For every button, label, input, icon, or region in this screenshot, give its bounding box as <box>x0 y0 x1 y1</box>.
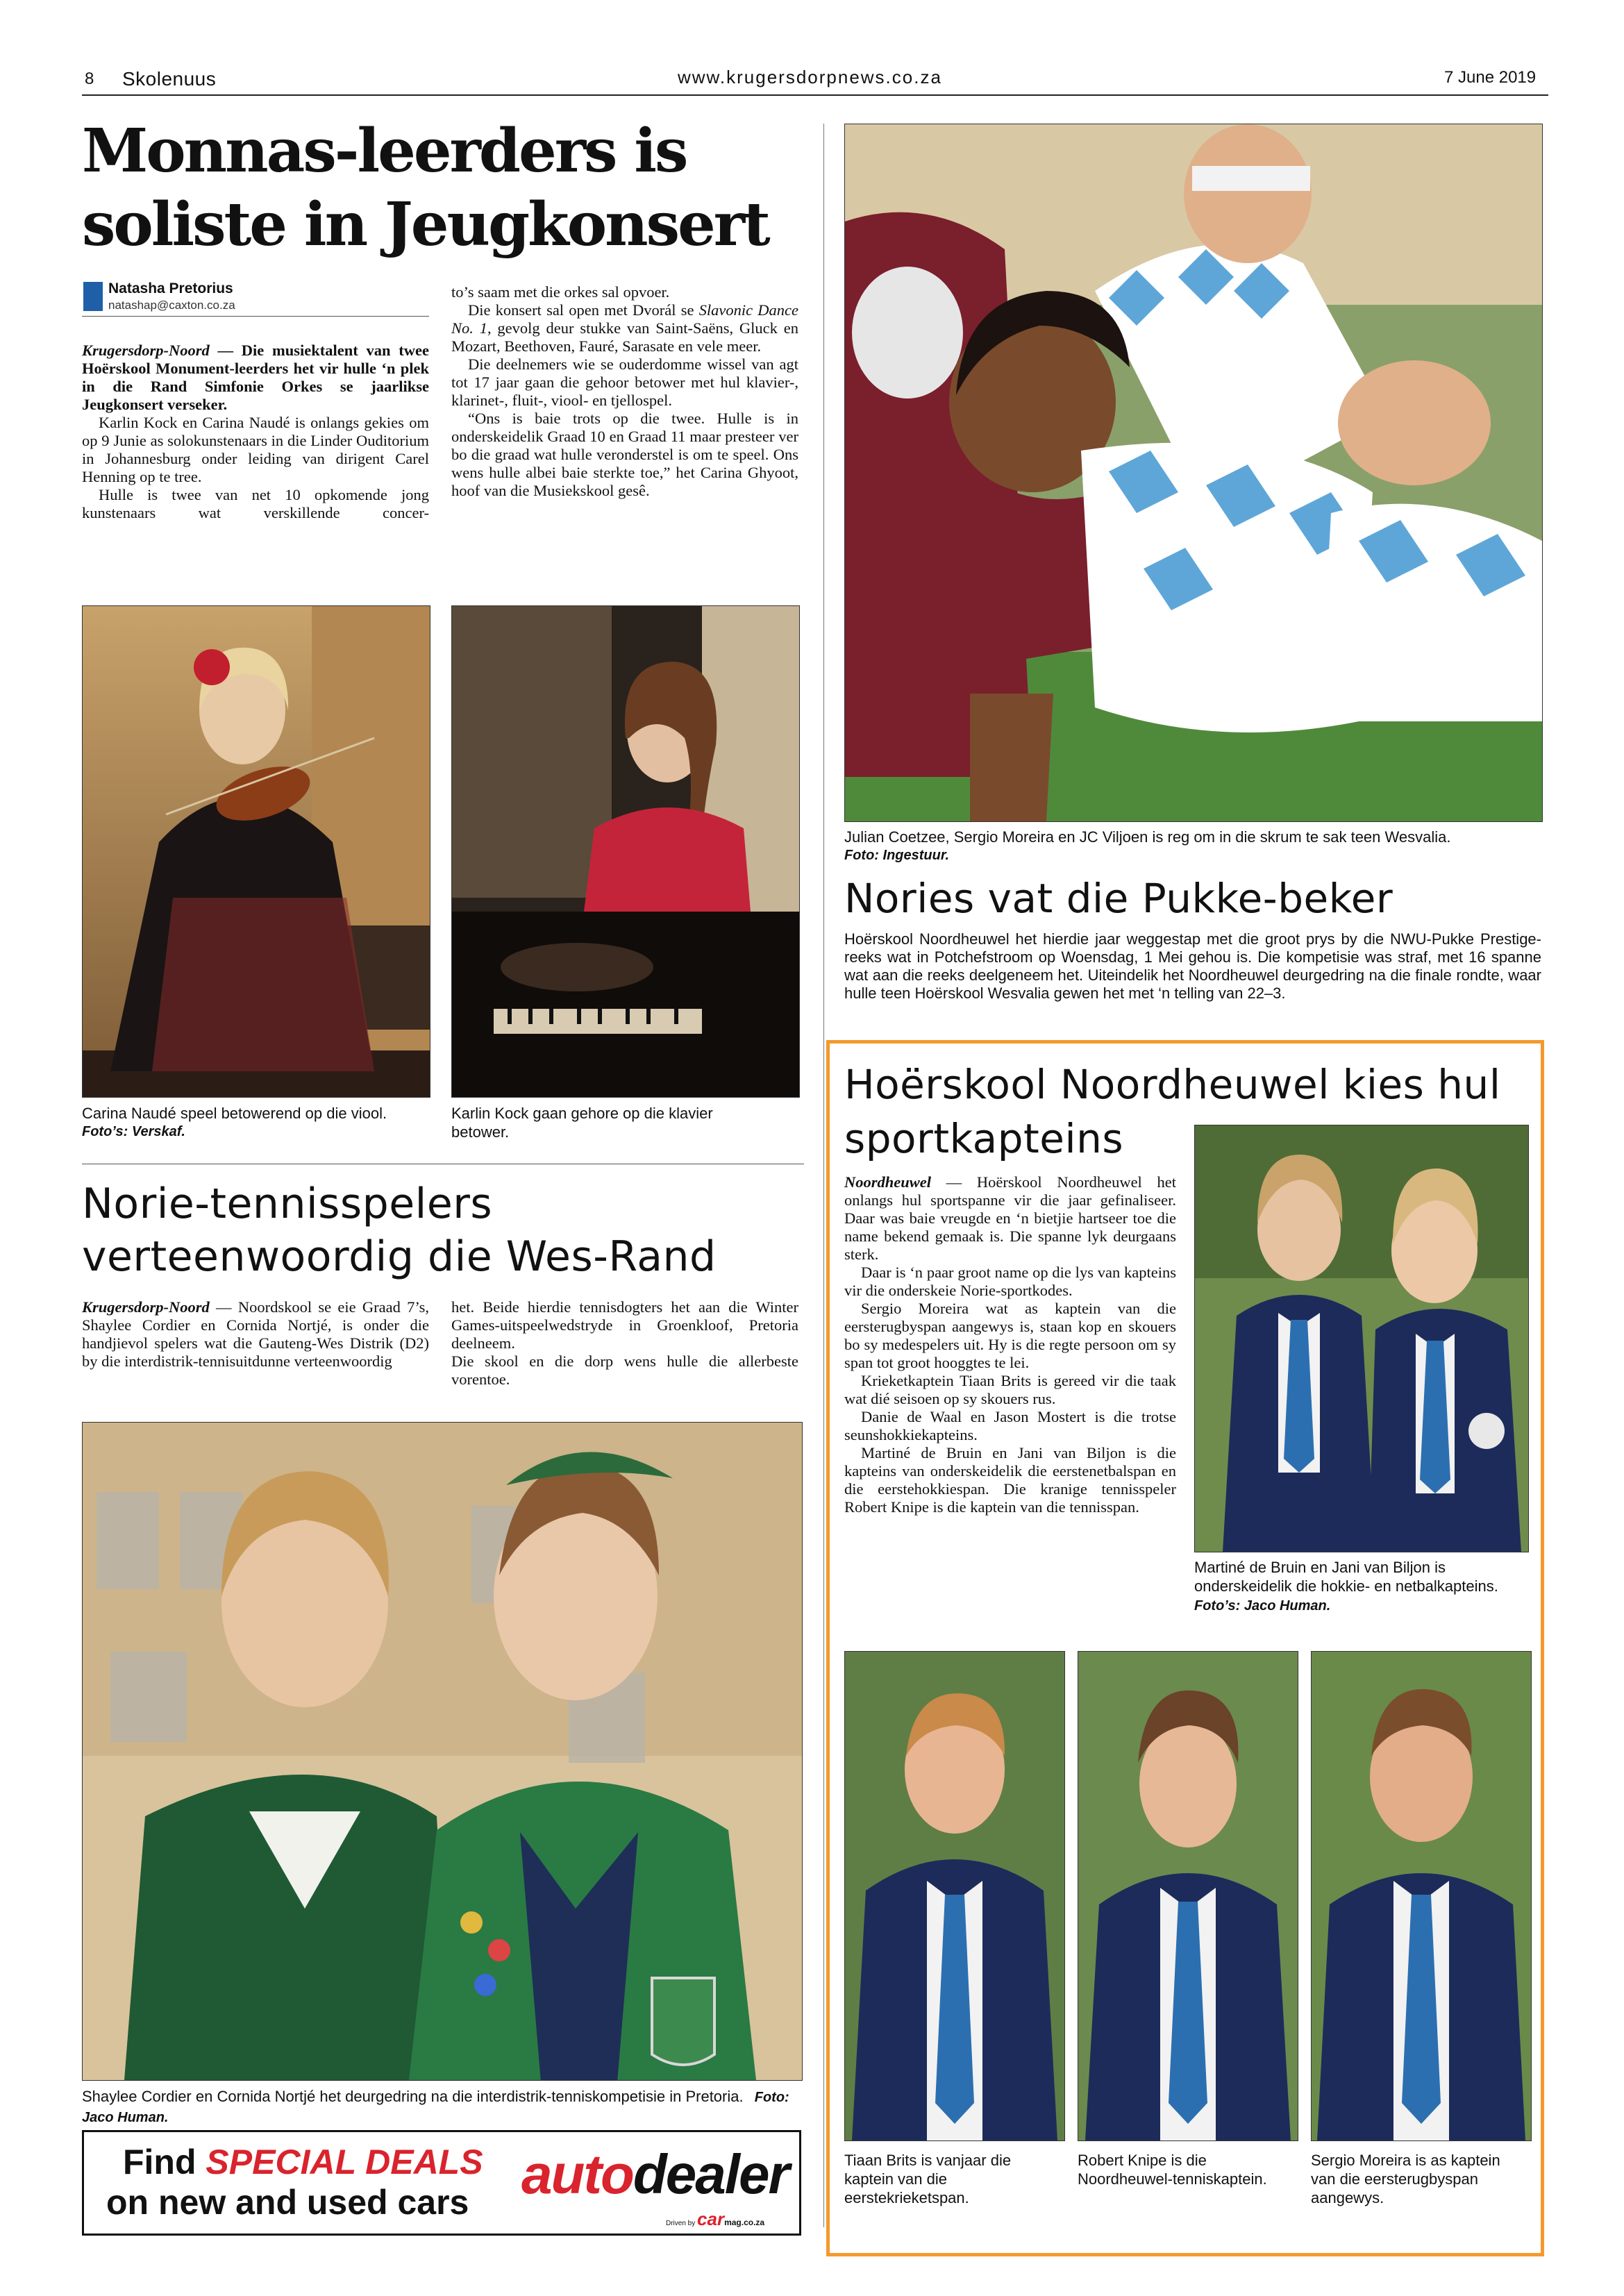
music-paragraph: Karlin Kock en Carina Naudé is onlangs gekies om op 9 Junie as solokunstenaars in die Linder Ouditorium in Johannesburg onder leiding van dirigent Carel Henning op te tree. <box>82 414 429 485</box>
site-url[interactable]: www.krugersdorpnews.co.za <box>678 67 942 87</box>
tennis-text-col2b: Die skool en die dorp wens hulle die allerbeste vorentoe. <box>451 1352 798 1388</box>
violin-caption: Carina Naudé speel betowerend op die viool. Foto’s: Verskaf. <box>82 1104 436 1141</box>
advert-subline: on new and used cars <box>106 2183 469 2222</box>
music-column-2 <box>451 283 798 500</box>
advert-headline: Find SPECIAL DEALS <box>123 2143 483 2181</box>
photo-tennis-girls <box>82 1422 803 2081</box>
issue-date: 7 June 2019 <box>1444 68 1537 87</box>
girls-photo-credit: Foto’s: Jaco Human. <box>1194 1598 1331 1614</box>
tennis-headline-line2: verteenwoordig die Wes-Rand <box>82 1232 717 1281</box>
author-email[interactable]: natashap@caxton.co.za <box>108 299 235 312</box>
rugby-caption: Julian Coetzee, Sergio Moreira en JC Viljoen is reg om in die skrum te sak teen Wesvalia. Foto: Ingestuur. <box>844 828 1541 865</box>
tennis-text-col2a: het. Beide hierdie tennisdogters het aan die Winter Games-uitspeelwedstryde in Groenkloof, Pretoria deelneem. <box>451 1298 798 1352</box>
captains-dateline: Noordheuwel <box>844 1173 932 1191</box>
tennis-column-1 <box>82 1298 429 1371</box>
autodealer-logo: autodealer <box>521 2143 789 2205</box>
girls-captains-illustration <box>1195 1125 1528 1552</box>
captains-body <box>844 1173 1176 1516</box>
photo-pianist <box>451 605 800 1098</box>
music-paragraph: Die deelnemers wie se ouderdomme wissel van agt tot 17 jaar gaan die gehoor betower met hul klavier-, klarinet-, fluit-, viool- en tjellospel. <box>451 355 798 409</box>
tennis-text-col1: — Noordskool se eie Graad 7’s, Shaylee Cordier en Cornida Nortjé, is onder die handjievol spelers wat die Gauteng-Wes Distrik (D2) by die interdistrik-tennisuitdunne verteenwoordig <box>82 1298 429 1370</box>
rugby-photo-credit: Foto: Ingestuur. <box>844 848 950 863</box>
tennis-headline-line1: Norie-tennisspelers <box>82 1180 493 1228</box>
captains-headline-line2: sportkapteins <box>844 1115 1124 1162</box>
music-headline-line2: soliste in Jeugkonsert <box>82 190 769 260</box>
masthead-rule <box>82 94 1548 96</box>
photo-rugby-scrum <box>844 124 1543 822</box>
photo-captain-robert <box>1078 1651 1298 2141</box>
captains-paragraph: Danie de Waal en Jason Mostert is die trotse seunshokkiekapteins. <box>844 1408 1176 1443</box>
captains-paragraph: Daar is ‘n paar groot name op die lys van kapteins vir die onderskeie Norie-sportkodes. <box>844 1264 1176 1299</box>
captains-paragraph: Sergio Moreira wat as kaptein van die eersterugbyspan aangewys is, staan kop en skouers bo sy medespelers uit. Hy is die regte persoon om sy span tot groot hooggtes te lei. <box>844 1300 1176 1371</box>
captain-caption-sergio: Sergio Moreira is as kaptein van die eersterugbyspan aangewys. <box>1311 2152 1500 2206</box>
piano-caption: Karlin Kock gaan gehore op die klavier betower. <box>451 1105 713 1141</box>
captains-headline-line1: Hoërskool Noordheuwel kies hul <box>844 1061 1501 1108</box>
music-paragraph: to’s saam met die orkes sal opvoer. <box>451 283 670 301</box>
section-name: Skolenuus <box>122 68 217 90</box>
captain-caption-robert: Robert Knipe is die Noordheuwel-tenniskaptein. <box>1078 2152 1267 2188</box>
author-marker <box>83 282 103 311</box>
captains-lead: — Hoërskool Noordheuwel het onlangs hul sportspanne vir die jaar gefinaliseer. Daar was baie vreugde en ‘n bietjie hartseer toe die name bekend gemaak is. Die spanne lyk deurgaans sterk. <box>844 1173 1176 1263</box>
tennis-photo-credit: Foto: Jaco Human. <box>82 2090 789 2125</box>
autodealer-advert[interactable] <box>82 2130 801 2236</box>
music-column-1 <box>82 342 429 522</box>
music-paragraph: “Ons is baie trots op die twee. Hulle is in onderskeidelik Graad 10 en Graad 11 maar presteer ver bo die graad wat hulle veronderstel is om te speel. Ons wens hulle albei baie sterkte toe,” het Carina Ghyoot, hoof van die Musiekskool gesê. <box>451 410 798 499</box>
column-divider-main <box>823 124 824 2227</box>
music-headline-line1: Monnas-leerders is <box>82 116 687 186</box>
tennis-dateline: Krugersdorp-Noord <box>82 1298 210 1316</box>
photo-girls-captains <box>1194 1125 1529 1552</box>
pianist-illustration <box>452 606 799 1097</box>
captain-caption-tiaan: Tiaan Brits is vanjaar die kaptein van die eerstekrieketspan. <box>844 2152 1012 2206</box>
carmag-tagline: Driven by carmag.co.za <box>666 2209 765 2229</box>
rugby-scrum-illustration <box>845 124 1542 821</box>
photo-violinist <box>82 605 430 1098</box>
music-lead: — Die musiektalent van twee Hoërskool Monument-leerders het vir hulle ‘n plek in die Rand Simfonie Orkes se jaarlikse Jeugkonsert verseker. <box>82 342 429 413</box>
rugby-headline: Nories vat die Pukke-beker <box>844 875 1393 922</box>
photo-captain-tiaan <box>844 1651 1065 2141</box>
music-paragraph: Hulle is twee van net 10 opkomende jong kunstenaars wat verskillende concer- <box>82 486 429 521</box>
tennis-caption: Shaylee Cordier en Cornida Nortjé het deurgedring na die interdistrik-tenniskompetisie in Pretoria. Foto: Jaco Human. <box>82 2088 789 2125</box>
photo-captain-sergio <box>1311 1651 1532 2141</box>
violinist-illustration <box>83 606 430 1097</box>
music-paragraph: Die konsert sal open met Dvorál se Slavonic Dance No. 1, gevolg deur stukke van Saint-Saëns, Gluck en Mozart, Beethoven, Fauré, Sarasate en vele meer. <box>451 301 798 355</box>
music-dateline: Krugersdorp-Noord <box>82 342 210 359</box>
captains-paragraph: Krieketkaptein Tiaan Brits is gereed vir die taak wat dié seisoen op sy skouers rus. <box>844 1372 1176 1407</box>
rugby-body: Hoërskool Noordheuwel het hierdie jaar weggestap met die groot prys by die NWU-Pukke Prestige-reeks wat in Potchefstroom op Woensdag, 1 Mei gehou is. Die kompetisie was straf, met 16 spanne wat aan die reeks deelgeneem het. Uiteindelik het Noordheuwel deurgedring na die finale rondte, waar hulle teen Hoërskool Wesvalia gewen het met ‘n telling van 22–3. <box>844 930 1541 1002</box>
girls-captains-caption: Martiné de Bruin en Jani van Biljon is onderskeidelik die hokkie- en netbalkapteins. Foto’s: Jaco Human. <box>1194 1559 1498 1614</box>
author-rule <box>82 316 429 317</box>
author-name: Natasha Pretorius <box>108 280 233 296</box>
tennis-column-2 <box>451 1298 798 1389</box>
page-number: 8 <box>85 69 94 88</box>
tennis-girls-illustration <box>83 1423 802 2080</box>
captains-paragraph: Martiné de Bruin en Jani van Biljon is die kapteins van onderskeidelik die eerstenetbalspan en die eerstehokkiespan. Die kranige tennisspeler Robert Knipe is die kaptein van die tennisspan. <box>844 1444 1176 1516</box>
violin-photo-credit: Foto’s: Verskaf. <box>82 1124 185 1139</box>
